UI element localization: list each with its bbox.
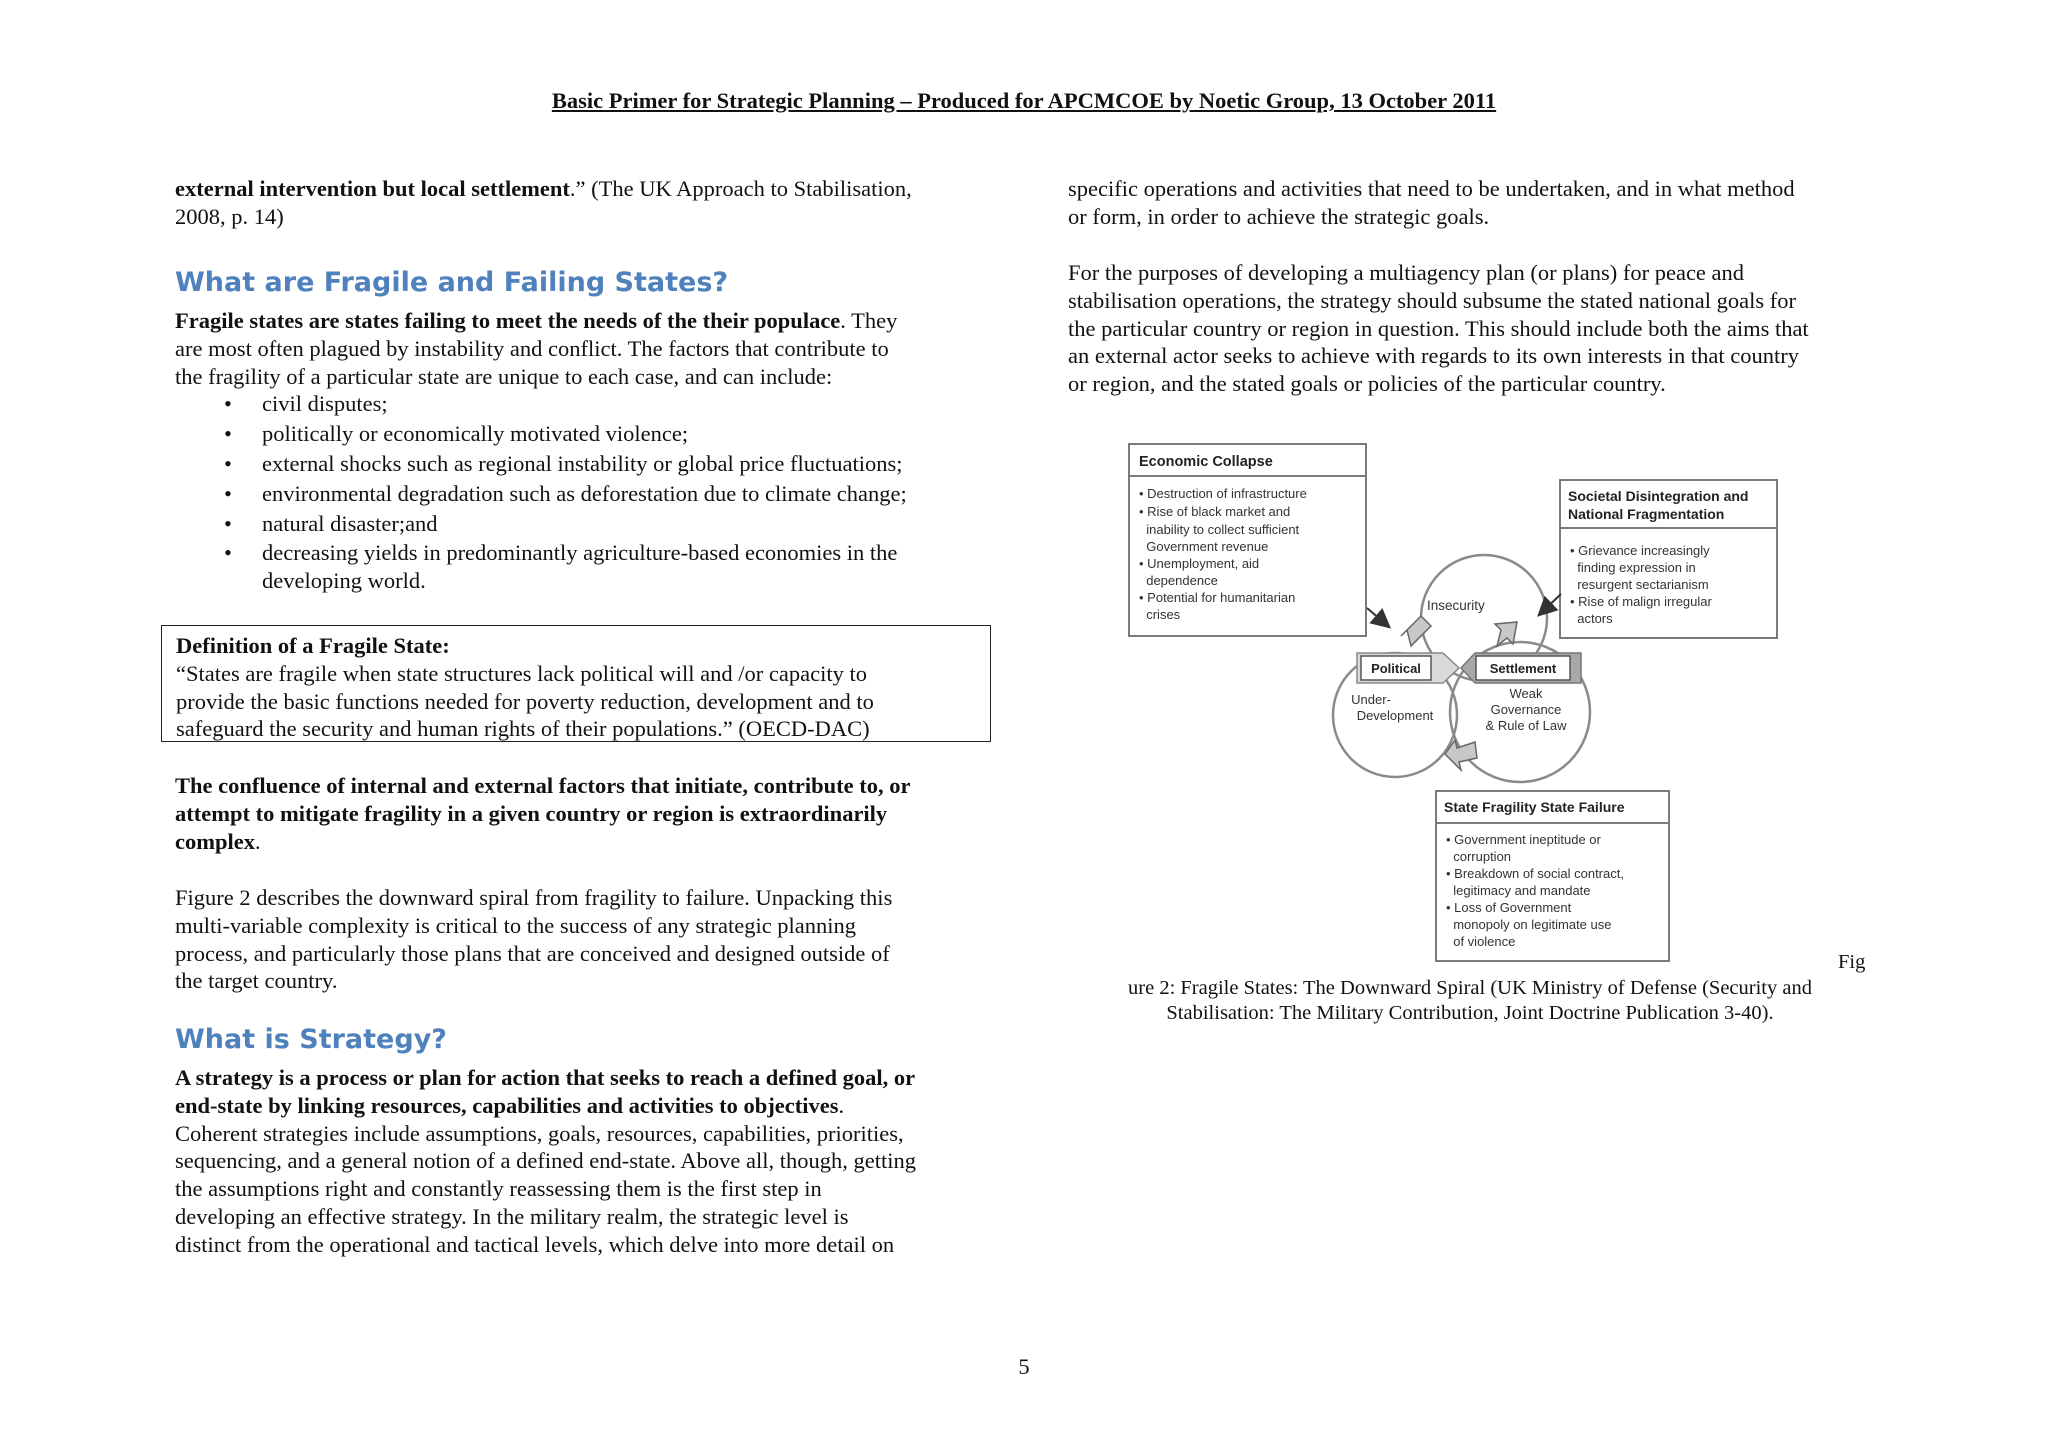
figure-para-line: Figure 2 describes the downward spiral from fragility to failure. Unpacking this [175,885,893,910]
right-p2-line: stabilisation operations, the strategy should subsume the stated national goals for [1068,287,1796,313]
definition-line: provide the basic functions needed for poverty reduction, development and to [176,688,874,714]
definition-title: Definition of a Fragile State: [176,633,450,658]
strategy-line: the assumptions right and constantly reassessing them is the first step in [175,1176,822,1202]
econ-title: Economic Collapse [1139,454,1273,470]
figure-caption-fig: Fig [1838,951,1866,973]
state-line: monopoly on legitimate use [1446,917,1612,932]
strategy-line: Coherent strategies include assumptions, goals, resources, capabilities, priorities, [175,1120,904,1146]
econ-line: • Destruction of infrastructure [1139,486,1307,501]
definition-line: “States are fragile when state structures lack political will and /or capacity to [176,660,867,686]
strategy-bold-line-last [175,1092,1005,1120]
intro-line-1 [175,175,995,203]
strategy-period: . [838,1092,845,1118]
right-column-p1 [1068,175,1898,231]
econ-line: Government revenue [1139,539,1269,554]
weak-governance-label: Governance [1490,702,1562,717]
figure-caption-line2: Stabilisation: The Military Contribution, Joint Doctrine Publication 3-40). [1166,1002,1774,1024]
confluence-period: . [254,828,261,854]
confluence-line-last [175,828,1005,856]
page-header: Basic Primer for Strategic Planning – Produced for APCMCOE by Noetic Group, 13 October 2011 [551,88,1497,113]
strategy-line: developing an effective strategy. In the military realm, the strategic level is [175,1203,849,1229]
spiral-arrows [1401,616,1517,770]
right-p2-line: the particular country or region in question. This should include both the aims that [1068,315,1809,341]
societal-line: actors [1570,611,1613,626]
right-p1-line: specific operations and activities that need to be undertaken, and in what method [1068,176,1795,201]
definition-box [161,625,991,742]
factor-item: • environmental degradation such as deforestation due to climate change; [175,480,1005,508]
figure-paragraph [175,884,1005,995]
political-label: Political [1371,661,1421,676]
strategy-bold-line: A strategy is a process or plan for action that seeks to reach a defined goal, or [175,1065,916,1090]
state-fragility-box [1436,791,1669,961]
factor-item: • politically or economically motivated violence; [175,420,1005,448]
societal-title: National Fragmentation [1568,506,1725,522]
state-line: • Government ineptitude or [1446,832,1601,847]
figure-para-line: the target country. [175,968,338,994]
state-line: • Breakdown of social contract, [1446,866,1624,881]
state-line: legitimacy and mandate [1446,883,1591,898]
societal-line: finding expression in [1570,560,1696,575]
confluence-bold-end: complex [175,828,255,854]
strategy-line: distinct from the operational and tactical levels, which delve into more detail on [175,1231,895,1257]
under-development-label: Development [1356,708,1434,723]
intro-rest: .” (The UK Approach to Stabilisation, [569,176,912,201]
insecurity-label: Insecurity [1427,598,1485,613]
left-column [175,175,995,231]
right-p2-line: an external actor seeks to achieve with regards to its own interests in that country [1068,343,1800,369]
page-number: 5 [1018,1354,1030,1379]
state-line: of violence [1446,934,1516,949]
definition-line: safeguard the security and human rights of their populations.” (OECD-DAC) [176,716,870,742]
heading-fragile-states: What are Fragile and Failing States? [175,267,729,298]
economic-collapse-box [1129,444,1366,636]
intro-line-2: 2008, p. 14) [175,203,284,229]
strategy-line: sequencing, and a general notion of a defined end-state. Above all, though, getting [175,1148,917,1174]
p1-rest: . They [840,308,898,333]
figure-caption-line1: ure 2: Fragile States: The Downward Spiral (UK Ministry of Defense (Security and [1128,977,1812,999]
societal-title: Societal Disintegration and [1568,488,1749,504]
fragile-states-paragraph [175,307,1005,595]
econ-line: inability to collect sufficient [1139,522,1300,537]
econ-line: • Rise of black market and [1139,504,1291,519]
p1-line-3: the fragility of a particular state are unique to each case, and can include: [175,363,833,389]
right-column-p2 [1068,259,1898,398]
right-p2-line: For the purposes of developing a multiagency plan (or plans) for peace and [1068,260,1745,285]
state-line: • Loss of Government [1446,900,1572,915]
right-p2-line: or region, and the stated goals or policies of the particular country. [1068,371,1666,397]
confluence-paragraph [175,772,1005,855]
confluence-line: attempt to mitigate fragility in a given country or region is extraordinarily [175,800,888,826]
weak-governance-label: & Rule of Law [1485,718,1567,733]
societal-line: resurgent sectarianism [1570,577,1709,592]
right-p1-line: or form, in order to achieve the strategic goals. [1068,203,1490,229]
p1-bold: Fragile states are states failing to meet the needs of the their populace [175,308,841,333]
state-line: corruption [1446,849,1512,864]
factor-item: • external shocks such as regional instability or global price fluctuations; [175,450,1005,478]
societal-disintegration-box [1560,480,1777,638]
p1-line-2: are most often plagued by instability and conflict. The factors that contribute to [175,335,889,361]
societal-line: • Grievance increasingly [1570,543,1710,558]
factor-list [88,390,1005,567]
under-development-label: Under- [1351,692,1391,707]
econ-line: • Unemployment, aid [1139,556,1260,571]
societal-line: • Rise of malign irregular [1570,594,1712,609]
figure-para-line: process, and particularly those plans that are conceived and designed outside of [175,940,890,966]
econ-line: • Potential for humanitarian [1139,590,1296,605]
state-title: State Fragility State Failure [1444,799,1625,815]
settlement-label: Settlement [1489,661,1557,676]
p1-line-1 [175,307,1005,335]
strategy-paragraph [175,1064,1005,1259]
factor-item-continued: developing world. [262,568,426,594]
intro-bold: external intervention but local settlement [175,176,570,201]
econ-pointer-arrow [1367,608,1388,626]
factor-item: • decreasing yields in predominantly agriculture-based economies in the [175,539,1005,567]
econ-line: crises [1139,607,1181,622]
strategy-bold-end: end-state by linking resources, capabilities and activities to objectives [175,1092,839,1118]
econ-line: dependence [1139,573,1218,588]
fragile-states-diagram [1125,440,1795,970]
figure-para-line: multi-variable complexity is critical to the success of any strategic planning [175,912,857,938]
factor-item: • natural disaster;and [175,510,1005,538]
heading-strategy: What is Strategy? [175,1024,447,1055]
weak-governance-label: Weak [1509,686,1543,701]
confluence-line: The confluence of internal and external factors that initiate, contribute to, or [175,773,911,798]
factor-item: • civil disputes; [175,390,1005,418]
